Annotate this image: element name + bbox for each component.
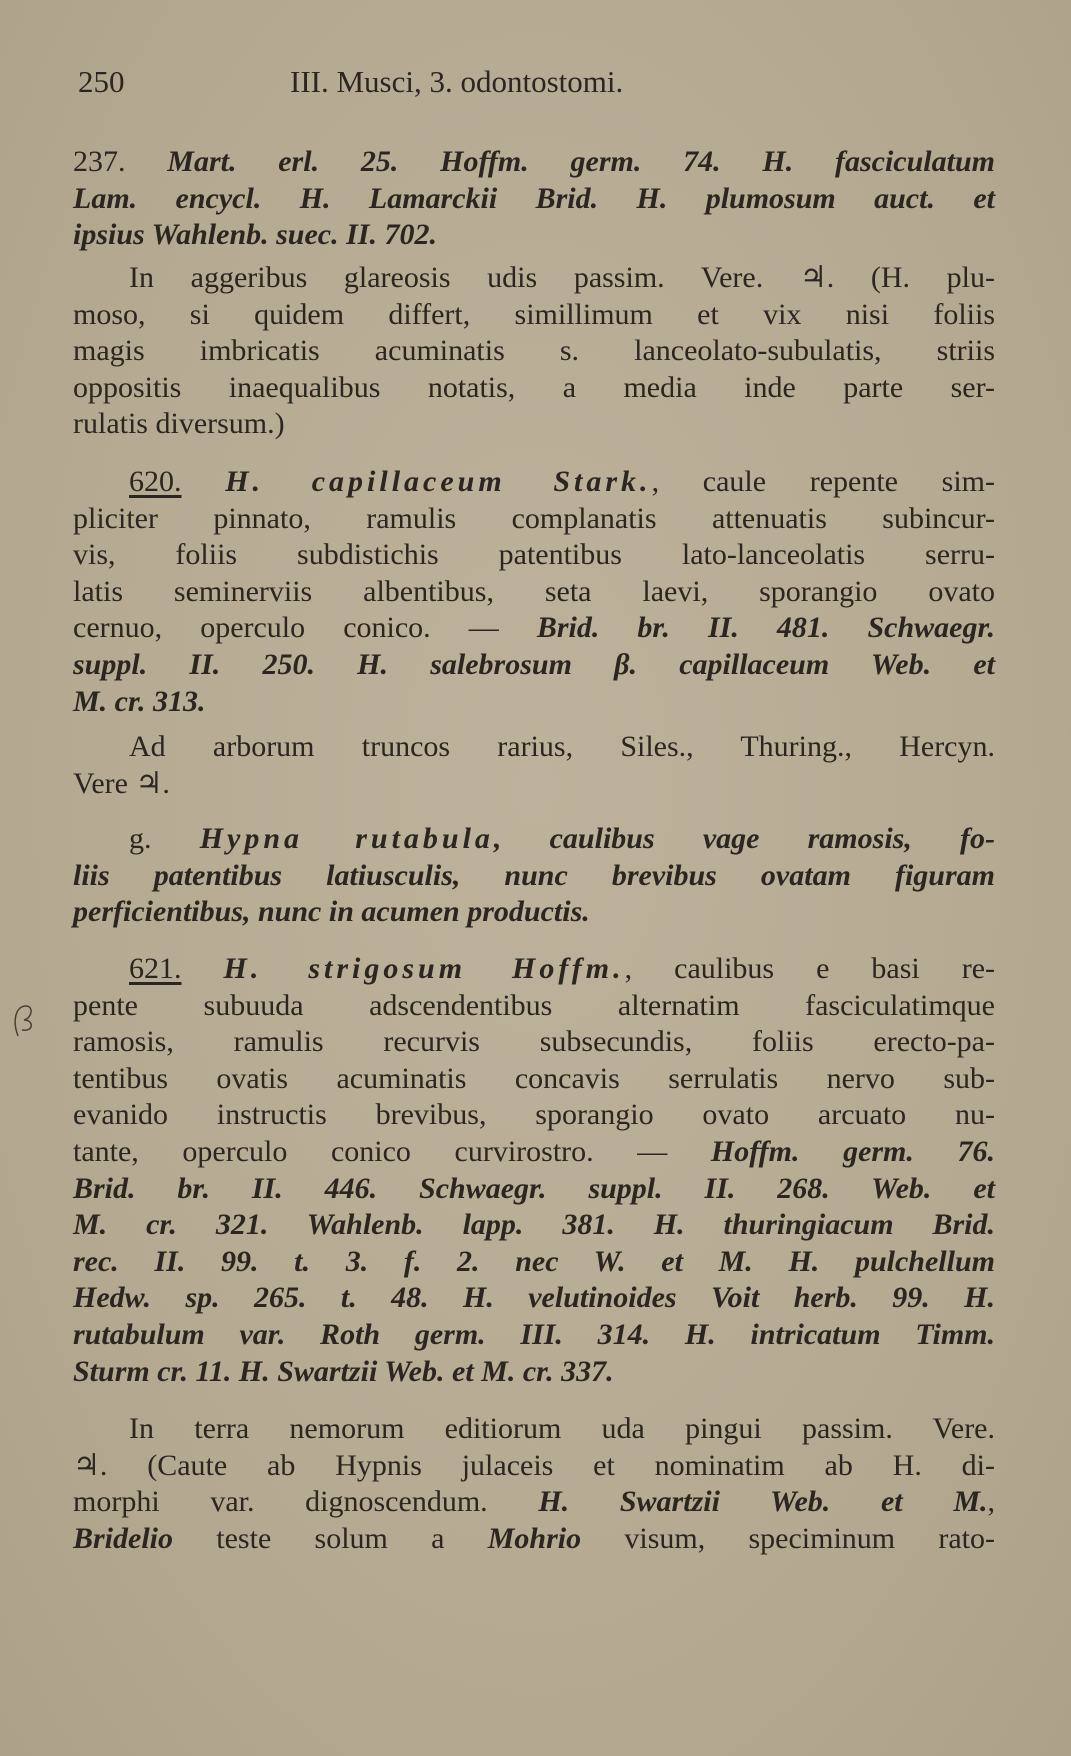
entry-number: 620. <box>129 465 182 498</box>
body-text: teste solum a <box>173 1521 488 1555</box>
citation-text: perficientibus, nunc in acumen productis. <box>73 895 590 929</box>
body-text: evanido instructis brevibus, sporangio ovato arcuato nu- <box>73 1098 995 1132</box>
text-line <box>73 1207 995 1244</box>
pencil-margin-mark <box>10 1000 40 1040</box>
citation-text: Sturm cr. 11. H. Swartzii Web. et M. cr. 337. <box>73 1354 614 1388</box>
text-line <box>73 144 995 181</box>
citation-text: ipsius Wahlenb. suec. II. 702. <box>73 218 437 252</box>
habitat-621 <box>73 1411 995 1557</box>
body-text: , <box>987 1485 995 1519</box>
page-number: 250 <box>78 64 125 99</box>
body-text: In terra nemorum editiorum uda pingui passim. Vere. <box>129 1412 995 1445</box>
body-text: rulatis diversum.) <box>73 407 285 441</box>
body-text: ramosis, ramulis recurvis subsecundis, foliis erecto-pa- <box>73 1025 995 1059</box>
body-text: cernuo, operculo conico. — <box>73 611 537 645</box>
citation-text: Brid. br. II. 446. Schwaegr. suppl. II. 268. Web. et <box>73 1171 995 1205</box>
text-line <box>73 333 995 370</box>
citation-text: Bridelio <box>73 1521 174 1555</box>
body-text: Vere ♃. <box>73 766 170 800</box>
text-line <box>73 181 995 218</box>
citation-text: Hedw. sp. 265. t. 48. H. velutinoides Voit herb. 99. H. <box>73 1281 995 1315</box>
body-text: oppositis inaequalibus notatis, a media inde parte ser- <box>73 370 995 404</box>
text-line <box>73 988 995 1025</box>
text-line <box>73 406 995 443</box>
body-text: pliciter pinnato, ramulis complanatis attenuatis subincur- <box>73 501 995 535</box>
text-line <box>73 537 995 574</box>
text-line <box>73 610 995 647</box>
text-line <box>73 260 995 297</box>
entry-number: 621. <box>129 952 182 985</box>
text-line <box>73 1134 995 1171</box>
body-text: 237. <box>73 145 168 178</box>
text-line <box>73 1354 995 1391</box>
habitat-620 <box>73 729 995 802</box>
text-line <box>73 1171 995 1208</box>
citation-text: Lam. encycl. H. Lamarckii Brid. H. plumosum auct. et <box>73 181 995 215</box>
body-text: tentibus ovatis acuminatis concavis serrulatis nervo sub- <box>73 1061 995 1095</box>
text-line <box>73 647 995 684</box>
text-line <box>73 1411 995 1448</box>
text-line <box>73 1317 995 1354</box>
running-title: III. Musci, 3. odontostomi. <box>290 64 624 99</box>
body-text: g. <box>129 822 200 855</box>
body-text: visum, speciminum rato- <box>581 1521 996 1555</box>
text-line <box>73 729 995 766</box>
entry-621 <box>73 951 995 1390</box>
text-line <box>73 1097 995 1134</box>
text-line <box>73 464 995 501</box>
citation-text: M. cr. 321. Wahlenb. lapp. 381. H. thuringiacum Brid. <box>73 1208 995 1242</box>
text-line <box>73 1024 995 1061</box>
citation-text: H. Swartzii Web. et M. <box>538 1485 988 1519</box>
habitat-619 <box>73 260 995 443</box>
body-text: latis seminerviis albentibus, seta laevi, sporangio ovato <box>73 574 995 608</box>
body-text: , caulibus e basi re- <box>624 952 995 985</box>
text-line <box>73 1484 995 1521</box>
citation-text: rec. II. 99. t. 3. f. 2. nec W. et M. H. pulchellum <box>73 1244 995 1278</box>
citation-text: M. cr. 313. <box>73 684 206 718</box>
entry-620 <box>73 464 995 720</box>
text-line <box>73 1280 995 1317</box>
text-line <box>73 766 995 803</box>
citation-text: Mart. erl. 25. Hoffm. germ. 74. H. fasciculatum <box>167 145 995 178</box>
citation-text: rutabulum var. Roth germ. III. 314. H. intricatum Timm. <box>73 1317 995 1351</box>
body-text: pente subuuda adscendentibus alternatim fasciculatimque <box>73 988 995 1022</box>
body-text: , caule repente sim- <box>651 465 996 498</box>
body-text: Ad arborum truncos rarius, Siles., Thuring., Hercyn. <box>129 730 995 763</box>
text-line <box>73 1521 995 1558</box>
citation-text: Brid. br. II. 481. Schwaegr. <box>536 611 995 645</box>
citation-text: liis patentibus latiusculis, nunc brevibus ovatam figuram <box>73 858 995 892</box>
body-text: tante, operculo conico curvirostro. — <box>73 1134 711 1168</box>
text-line <box>73 951 995 988</box>
citation-text: suppl. II. 250. H. salebrosum β. capillaceum Web. et <box>73 647 995 681</box>
text-line <box>73 1448 995 1485</box>
body-text: morphi var. dignoscendum. <box>73 1485 539 1519</box>
body-text <box>182 465 226 498</box>
body-text: magis imbricatis acuminatis s. lanceolato-subulatis, striis <box>73 334 995 368</box>
body-text <box>182 952 224 985</box>
text-line <box>73 894 995 931</box>
text-line <box>73 217 995 254</box>
body-text: In aggeribus glareosis udis passim. Vere. ♃. (H. plu- <box>129 261 995 294</box>
body-text: vis, foliis subdistichis patentibus lato-lanceolatis serru- <box>73 538 995 572</box>
body-text: moso, si quidem differt, simillimum et vix nisi foliis <box>73 297 995 331</box>
text-line <box>73 684 995 721</box>
body-text: ♃. (Caute ab Hypnis julaceis et nominatim ab H. di- <box>73 1448 995 1482</box>
citation-text: Mohrio <box>487 1521 582 1555</box>
text-line <box>73 297 995 334</box>
text-line <box>73 821 995 858</box>
text-line <box>73 1061 995 1098</box>
citation-text: H. capillaceum Stark. <box>225 465 652 498</box>
text-line <box>73 858 995 895</box>
citation-text: , caulibus vage ramosis, fo- <box>493 822 995 855</box>
text-line <box>73 1244 995 1281</box>
text-line <box>73 370 995 407</box>
citation-text: Hypna rutabula <box>199 822 494 855</box>
citation-text: Hoffm. germ. 76. <box>710 1134 995 1168</box>
synonyms-619 <box>73 144 995 254</box>
text-line <box>73 574 995 611</box>
citation-text: H. strigosum Hoffm. <box>223 952 625 985</box>
group-g-heading <box>73 821 995 931</box>
text-line <box>73 501 995 538</box>
